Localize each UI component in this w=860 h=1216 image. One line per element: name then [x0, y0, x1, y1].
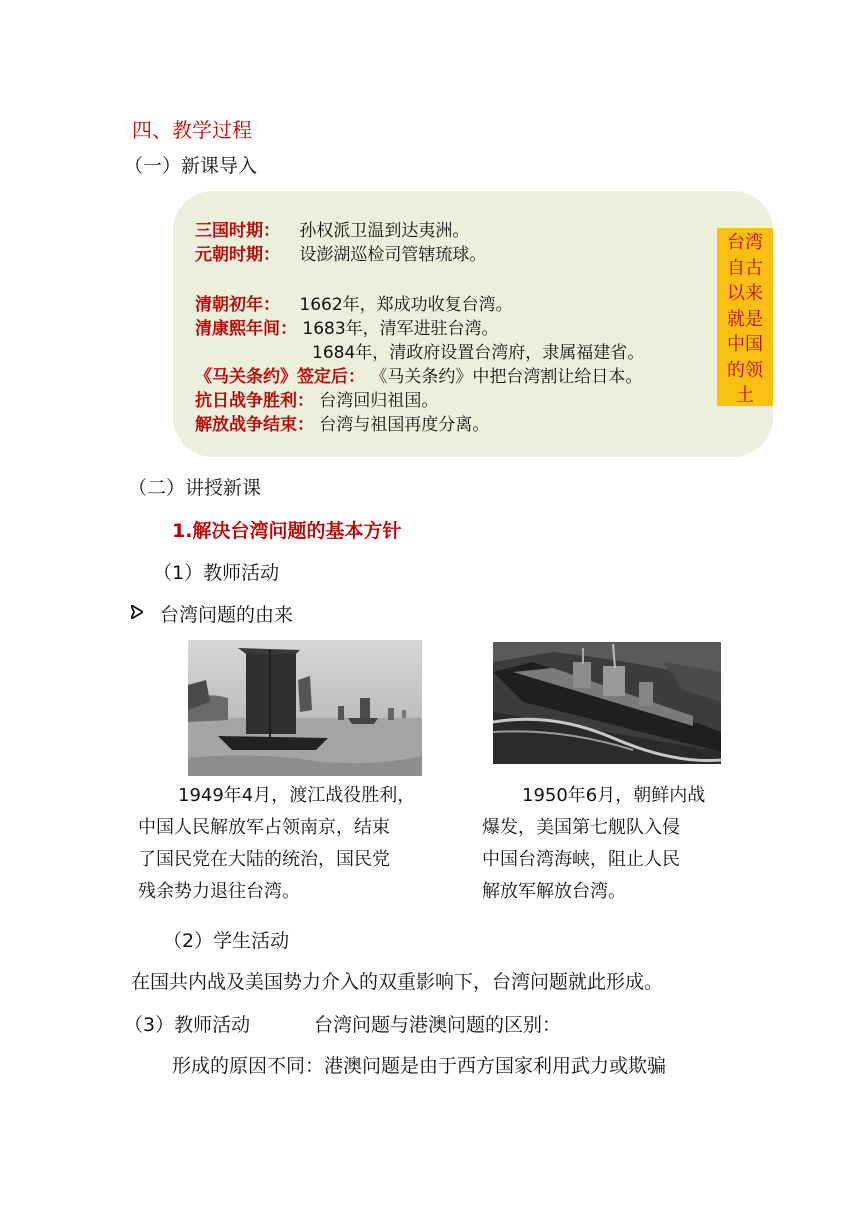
timeline-text: 设澎湖巡检司管辖琉球。	[299, 245, 487, 265]
step-heading: （3）教师活动	[124, 1014, 251, 1036]
side-note-line: 自古	[727, 257, 763, 279]
timeline-text: 台湾与祖国再度分离。	[319, 415, 490, 435]
timeline-text: 1662年，郑成功收复台湾。	[299, 295, 513, 315]
caption-right	[482, 780, 742, 908]
caption-line: 中国人民解放军占领南京，结束	[138, 817, 390, 838]
timeline-text: 1683年，清军进驻台湾。	[302, 319, 499, 339]
side-note-line: 台湾	[727, 232, 763, 253]
step-heading: （2）学生活动	[163, 930, 290, 952]
timeline-text: 1684年，清政府设置台湾府，隶属福建省。	[312, 343, 645, 363]
timeline-text: 《马关条约》中把台湾割让给日本。	[370, 367, 643, 387]
caption-left	[138, 780, 428, 908]
photo-junk-boats	[188, 640, 422, 776]
subsection-lecture-heading: （二）讲授新课	[128, 477, 262, 499]
timeline-label: 解放战争结束：	[195, 415, 314, 435]
timeline-label: 清朝初年：	[195, 295, 280, 315]
timeline-line	[195, 314, 499, 339]
timeline-label: 抗日战争胜利：	[195, 391, 314, 411]
side-note-line: 以来	[727, 283, 763, 304]
timeline-line	[195, 410, 489, 435]
step-heading: （1）教师活动	[153, 562, 280, 584]
paragraph-text: 形成的原因不同：港澳问题是由于西方国家利用武力或欺骗	[172, 1055, 667, 1077]
photo-warship	[493, 642, 721, 764]
timeline-text: 台湾回归祖国。	[319, 391, 439, 411]
side-note-line: 就是	[727, 308, 763, 330]
bullet-text: 台湾问题的由来	[160, 604, 294, 626]
timeline-line	[195, 386, 438, 411]
caption-line: 解放军解放台湾。	[482, 881, 626, 902]
timeline-line	[195, 216, 469, 241]
caption-line: 了国民党在大陆的统治，国民党	[138, 849, 390, 870]
caption-line: 残余势力退往台湾。	[138, 881, 300, 902]
bullet-arrow-icon	[131, 605, 143, 619]
caption-line: 1949年4月，渡江战役胜利，	[178, 785, 416, 806]
timeline-line	[312, 338, 644, 363]
side-note-line: 的领	[727, 359, 763, 381]
subsection-intro-heading: （一）新课导入	[124, 155, 258, 177]
timeline-label: 清康熙年间：	[195, 319, 297, 339]
timeline-label: 元朝时期：	[195, 245, 280, 265]
section-title: 四、教学过程	[132, 118, 252, 142]
point-heading: 1.解决台湾问题的基本方针	[172, 520, 402, 542]
conclusion-text: 在国共内战及美国势力介入的双重影响下，台湾问题就此形成。	[131, 971, 664, 993]
caption-line: 爆发，美国第七舰队入侵	[482, 817, 680, 838]
step-topic: 台湾问题与港澳问题的区别：	[314, 1014, 562, 1036]
timeline-label: 三国时期：	[195, 221, 280, 241]
timeline-text: 孙权派卫温到达夷洲。	[299, 221, 470, 241]
timeline-line	[195, 290, 513, 315]
caption-line: 1950年6月，朝鲜内战	[522, 785, 706, 806]
timeline-line	[195, 240, 486, 265]
side-note	[717, 228, 773, 406]
side-note-line: 中国	[727, 334, 763, 355]
timeline-line	[195, 362, 642, 387]
caption-line: 中国台湾海峡，阻止人民	[482, 849, 680, 870]
side-note-line: 土	[736, 385, 754, 406]
timeline-label: 《马关条约》签定后：	[195, 367, 365, 387]
